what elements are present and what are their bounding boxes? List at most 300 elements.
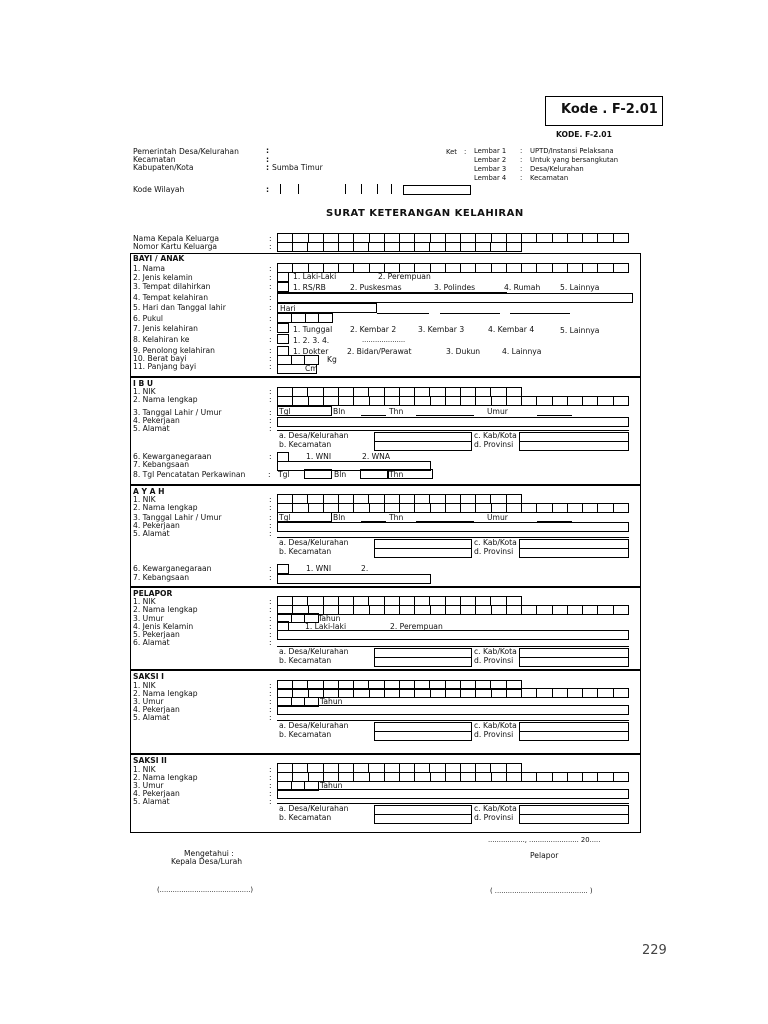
bayi-row-label: 10. Berat bayi (133, 354, 187, 363)
cell (446, 495, 461, 503)
saksi1-pekerjaan-field[interactable] (277, 705, 629, 715)
cell (370, 689, 385, 697)
cell (614, 397, 628, 405)
signature-kepala-desa: (..........................................) (157, 886, 254, 894)
ibu-prov-label: d. Provinsi (474, 440, 514, 449)
cell (370, 773, 385, 781)
cell (278, 764, 293, 772)
saksi1-prov-field[interactable] (519, 731, 629, 741)
ibu-row-label: 6. Kewarganegaraan (133, 452, 212, 461)
pelapor-row-label: 2. Nama lengkap (133, 605, 198, 614)
bayi-jk-check[interactable] (277, 272, 289, 282)
colon: : (520, 147, 523, 155)
form-code: KODE. F-2.01 (556, 130, 612, 139)
saksi1-prov-label: d. Provinsi (474, 730, 514, 739)
pelapor-row-label: 5. Pekerjaan (133, 630, 180, 639)
option-tempat: 4. Rumah (504, 283, 541, 292)
cell (446, 397, 461, 405)
ibu-prov-field[interactable] (519, 441, 629, 451)
gov-label-kabupaten: Kabupaten/Kota (133, 163, 194, 172)
pelapor-kab-label: c. Kab/Kota (474, 647, 517, 656)
colon: : (269, 573, 272, 582)
ayah-row-label: 3. Tanggal Lahir / Umur (133, 513, 222, 522)
cell (583, 773, 598, 781)
ibu-thn-label: Thn (389, 407, 404, 416)
cell (308, 597, 323, 605)
cell (309, 397, 324, 405)
cell (324, 597, 339, 605)
cell (431, 504, 446, 512)
colon: : (269, 303, 272, 312)
cell (491, 243, 506, 251)
colon: : (269, 681, 272, 690)
cell (568, 234, 583, 242)
cell (476, 597, 491, 605)
cell (492, 773, 507, 781)
bayi-kelahiran-ke-check[interactable] (277, 334, 289, 344)
cell (385, 689, 400, 697)
cell (415, 689, 430, 697)
ibu-pekerjaan-field[interactable] (277, 417, 629, 427)
cell (324, 234, 339, 242)
cell (309, 264, 324, 272)
cell (614, 773, 628, 781)
ibu-row-label: 8. Tgl Pencatatan Perkawinan (133, 470, 246, 479)
cell (522, 234, 537, 242)
colon: : (269, 797, 272, 806)
cell (507, 397, 522, 405)
cell (354, 234, 369, 242)
ayah-row-label: 6. Kewarganegaraan (133, 564, 212, 573)
ibu-wna: 2. WNA (362, 452, 391, 461)
cell (354, 606, 369, 614)
saksi1-kec-field[interactable] (374, 731, 472, 741)
cell (308, 243, 323, 251)
colon: : (464, 148, 467, 156)
colon: : (269, 335, 272, 344)
kode-wilayah-digit-mark (361, 184, 362, 194)
cell (491, 388, 506, 396)
cell (385, 606, 400, 614)
cell (293, 234, 308, 242)
cell (430, 243, 445, 251)
cell (430, 388, 445, 396)
cell (385, 397, 400, 405)
footer-mengetahui: Mengetahui : (184, 849, 234, 858)
cell (293, 764, 308, 772)
cell (553, 504, 568, 512)
cell (507, 764, 521, 772)
cell (385, 773, 400, 781)
ayah-bln-label: Bln (333, 513, 346, 522)
cell (491, 764, 506, 772)
cell (430, 764, 445, 772)
cell (400, 773, 415, 781)
saksi2-kec-field[interactable] (374, 814, 472, 824)
cell (522, 606, 537, 614)
bayi-kelahiran-ke: 1. 2. 3. 4. (293, 336, 330, 345)
colon: : (266, 155, 270, 164)
cell (431, 397, 446, 405)
cell (415, 397, 430, 405)
cell (492, 234, 507, 242)
ibu-bln-label: Bln (334, 470, 347, 479)
cell (476, 397, 491, 405)
cell (537, 773, 552, 781)
kode-wilayah-desa-field[interactable] (403, 185, 471, 195)
pelapor-jk1: 1. Laki-laki (305, 622, 347, 631)
cell (492, 397, 507, 405)
cell (461, 397, 476, 405)
bayi-row-label: 11. Panjang bayi (133, 362, 197, 371)
option-penolong: 4. Lainnya (502, 347, 542, 356)
cell (507, 495, 521, 503)
section-heading-pelapor: PELAPOR (133, 589, 173, 598)
cell (583, 606, 598, 614)
cell (598, 234, 613, 242)
ayah-kebangsaan-field[interactable] (277, 574, 431, 584)
ibu-row-label: 7. Kebangsaan (133, 460, 190, 469)
cell (354, 689, 369, 697)
cell (583, 397, 598, 405)
cell (446, 264, 461, 272)
cell (476, 764, 491, 772)
cell (415, 234, 430, 242)
cell (324, 264, 339, 272)
cell (293, 773, 308, 781)
colon: : (266, 185, 270, 194)
kode-wilayah-label: Kode Wilayah (133, 185, 185, 194)
ayah-row-label: 2. Nama lengkap (133, 503, 198, 512)
saksi1-row-label: 5. Alamat (133, 713, 170, 722)
cell (461, 495, 476, 503)
saksi1-row-label: 1. NIK (133, 681, 156, 690)
cell (324, 606, 339, 614)
option-perempuan: 2. Perempuan (378, 272, 431, 281)
cell (491, 495, 506, 503)
cell (461, 504, 476, 512)
cell (354, 243, 369, 251)
colon: : (269, 387, 272, 396)
cell (461, 689, 476, 697)
colon: : (269, 614, 272, 623)
ayah-kec-field[interactable] (374, 548, 472, 558)
pelapor-kec-label: b. Kecamatan (279, 656, 332, 665)
cell (476, 773, 491, 781)
option-tempat: 5. Lainnya (560, 283, 600, 292)
cell (292, 614, 306, 622)
kk-nomor-cells[interactable] (277, 242, 522, 252)
saksi1-kab-label: c. Kab/Kota (474, 721, 517, 730)
ayah-thn-label: Thn (389, 513, 404, 522)
cell (415, 773, 430, 781)
cell (507, 243, 521, 251)
cell (522, 689, 537, 697)
ayah-row-label: 4. Pekerjaan (133, 521, 180, 530)
kk-nomor-label: Nomor Kartu Keluarga (133, 242, 218, 251)
colon: : (269, 789, 272, 798)
cell (339, 495, 354, 503)
section-heading-saksi1: SAKSI I (133, 672, 164, 681)
option-laki: 1. Laki-Laki (293, 272, 337, 281)
cell (400, 397, 415, 405)
colon: : (269, 424, 272, 433)
kode-wilayah-digit-mark (377, 184, 378, 194)
saksi2-row-label: 4. Pekerjaan (133, 789, 180, 798)
option-tempat: 2. Puskesmas (350, 283, 402, 292)
cell (385, 495, 400, 503)
cell (415, 606, 430, 614)
colon: : (269, 234, 272, 243)
ket-label: Ket (446, 148, 457, 156)
cell (293, 264, 308, 272)
ibu-wni: 1. WNI (306, 452, 332, 461)
lembar-name: Lembar 4 (474, 174, 507, 182)
cell (507, 234, 522, 242)
cell (446, 504, 461, 512)
cell (491, 597, 506, 605)
cell (446, 597, 461, 605)
cell (553, 606, 568, 614)
cell (461, 764, 476, 772)
saksi2-prov-field[interactable] (519, 814, 629, 824)
cell (415, 764, 430, 772)
cell (293, 388, 308, 396)
cell (492, 689, 507, 697)
cell (461, 234, 476, 242)
cell (339, 689, 354, 697)
saksi1-tahun-label: Tahun (320, 697, 343, 706)
cell (309, 234, 324, 242)
kode-wilayah-digit-mark (391, 184, 392, 194)
bayi-row-label: 7. Jenis kelahiran (133, 324, 198, 333)
option-jenis: 2. Kembar 2 (350, 325, 397, 334)
option-jenis: 5. Lainnya (560, 326, 600, 335)
page-number: 229 (642, 943, 667, 958)
bayi-kg-label: Kg (327, 355, 337, 364)
option-jenis: 1. Tunggal (293, 325, 333, 334)
colon: : (269, 529, 272, 538)
bayi-row-label: 5. Hari dan Tanggal lahir (133, 303, 226, 312)
cell (476, 689, 491, 697)
cell (308, 388, 323, 396)
ibu-kec-field[interactable] (374, 441, 472, 451)
saksi2-desa-label: a. Desa/Kelurahan (279, 804, 349, 813)
cell (476, 243, 491, 251)
cell (598, 264, 613, 272)
pelapor-kec-field[interactable] (374, 657, 472, 667)
section-heading-saksi2: SAKSI II (133, 756, 167, 765)
option-penolong: 2. Bidan/Perawat (347, 347, 412, 356)
cell (385, 597, 400, 605)
cell (446, 606, 461, 614)
saksi2-prov-label: d. Provinsi (474, 813, 514, 822)
ayah-kec-label: b. Kecamatan (279, 547, 332, 556)
saksi2-row-label: 1. NIK (133, 765, 156, 774)
ibu-nama-cells[interactable] (277, 396, 629, 406)
pelapor-prov-label: d. Provinsi (474, 656, 514, 665)
colon: : (269, 773, 272, 782)
cell (278, 356, 292, 364)
cell (568, 504, 583, 512)
ayah-tgl-label: Tgl (279, 513, 291, 522)
cell (568, 606, 583, 614)
lembar-desc: UPTD/Instansi Pelaksana (530, 147, 614, 155)
colon: : (269, 452, 272, 461)
bayi-tanggal-line (377, 313, 429, 314)
cell (354, 388, 369, 396)
cell (568, 773, 583, 781)
cell (370, 234, 385, 242)
gov-label-kecamatan: Kecamatan (133, 155, 176, 164)
ayah-umur-label: Umur (487, 513, 508, 522)
colon: : (269, 630, 272, 639)
lembar-name: Lembar 1 (474, 147, 507, 155)
colon: : (269, 324, 272, 333)
cell (278, 597, 293, 605)
bayi-tempat-kelahiran-field[interactable] (277, 293, 633, 303)
cell (476, 606, 491, 614)
bayi-pukul-cells[interactable] (277, 313, 333, 323)
cell (492, 264, 507, 272)
cell (324, 243, 339, 251)
colon: : (520, 156, 523, 164)
cell (293, 495, 308, 503)
cell (293, 243, 308, 251)
saksi2-row-label: 5. Alamat (133, 797, 170, 806)
cell (370, 606, 385, 614)
cell (598, 606, 613, 614)
cell (354, 504, 369, 512)
pelapor-prov-field[interactable] (519, 657, 629, 667)
lembar-name: Lembar 2 (474, 156, 507, 164)
bayi-row-label: 1. Nama (133, 264, 166, 273)
colon: : (520, 165, 523, 173)
ibu-perkawinan-tgl[interactable] (304, 469, 332, 479)
bayi-row-label: 2. Jenis kelamin (133, 273, 193, 282)
cell (507, 773, 522, 781)
cell (431, 606, 446, 614)
lembar-desc: Kecamatan (530, 174, 569, 182)
bayi-row-label: 9. Penolong kelahiran (133, 346, 215, 355)
cell (339, 764, 354, 772)
kk-kepala-label: Nama Kepala Keluarga (133, 234, 220, 243)
cell (431, 264, 446, 272)
cell (293, 689, 308, 697)
cell (278, 314, 292, 322)
colon: : (269, 705, 272, 714)
cell (614, 504, 628, 512)
ayah-wna: 2. (361, 564, 369, 573)
form-code-box-label: Kode . F-2.01 (561, 102, 658, 117)
cell (507, 264, 522, 272)
cell (339, 264, 354, 272)
colon: : (269, 781, 272, 790)
cell (354, 397, 369, 405)
bayi-jenis-check[interactable] (277, 323, 289, 333)
cell (339, 773, 354, 781)
cell (461, 597, 476, 605)
pelapor-jk2: 2. Perempuan (390, 622, 443, 631)
cell (415, 264, 430, 272)
colon: : (266, 146, 270, 155)
bayi-tempat-check[interactable] (277, 282, 289, 292)
ibu-thn-line (416, 415, 474, 416)
cell (614, 234, 628, 242)
colon: : (269, 346, 272, 355)
cell (568, 397, 583, 405)
cell (400, 243, 415, 251)
cell (553, 689, 568, 697)
colon: : (269, 293, 272, 302)
cell (431, 689, 446, 697)
colon: : (269, 765, 272, 774)
colon: : (269, 713, 272, 722)
cell (339, 397, 354, 405)
signature-pelapor: ( ........................................... ) (490, 887, 593, 895)
pelapor-row-label: 6. Alamat (133, 638, 170, 647)
pelapor-row-label: 1. NIK (133, 597, 156, 606)
cell (553, 773, 568, 781)
ayah-prov-field[interactable] (519, 548, 629, 558)
lembar-desc: Desa/Kelurahan (530, 165, 584, 173)
ibu-kab-label: c. Kab/Kota (474, 431, 517, 440)
cell (278, 689, 293, 697)
ayah-wn-check[interactable] (277, 564, 289, 574)
cell (431, 234, 446, 242)
cell (292, 314, 306, 322)
cell (305, 356, 318, 364)
cell (522, 773, 537, 781)
cell (278, 388, 293, 396)
cell (415, 495, 430, 503)
cell (507, 689, 522, 697)
cell (461, 388, 476, 396)
colon: : (269, 362, 272, 371)
colon: : (269, 605, 272, 614)
ibu-perkawinan-thn[interactable] (388, 469, 433, 479)
cell (446, 234, 461, 242)
bayi-row-label: 3. Tempat dilahirkan (133, 282, 211, 291)
colon: : (269, 273, 272, 282)
cell (339, 243, 354, 251)
ibu-bln-line (361, 415, 386, 416)
section-heading-ibu: I B U (133, 379, 154, 388)
cell (354, 764, 369, 772)
cell (339, 606, 354, 614)
cell (339, 234, 354, 242)
ayah-pekerjaan-field[interactable] (277, 522, 629, 532)
cell (446, 689, 461, 697)
cell (507, 388, 521, 396)
colon: : (269, 264, 272, 273)
saksi2-pekerjaan-field[interactable] (277, 789, 629, 799)
ibu-perkawinan-bln[interactable] (360, 469, 388, 479)
kode-wilayah-digit-mark (298, 184, 299, 194)
cell (537, 504, 552, 512)
cell (430, 495, 445, 503)
cell (293, 597, 308, 605)
colon: : (269, 622, 272, 631)
option-jenis: 4. Kembar 4 (488, 325, 535, 334)
cell (400, 495, 415, 503)
option-tempat: 3. Polindes (434, 283, 476, 292)
ayah-kab-label: c. Kab/Kota (474, 538, 517, 547)
pelapor-pekerjaan-field[interactable] (277, 630, 629, 640)
ibu-tgl-label: Tgl (279, 407, 291, 416)
cell (614, 264, 628, 272)
kode-wilayah-digit-mark (280, 184, 281, 194)
